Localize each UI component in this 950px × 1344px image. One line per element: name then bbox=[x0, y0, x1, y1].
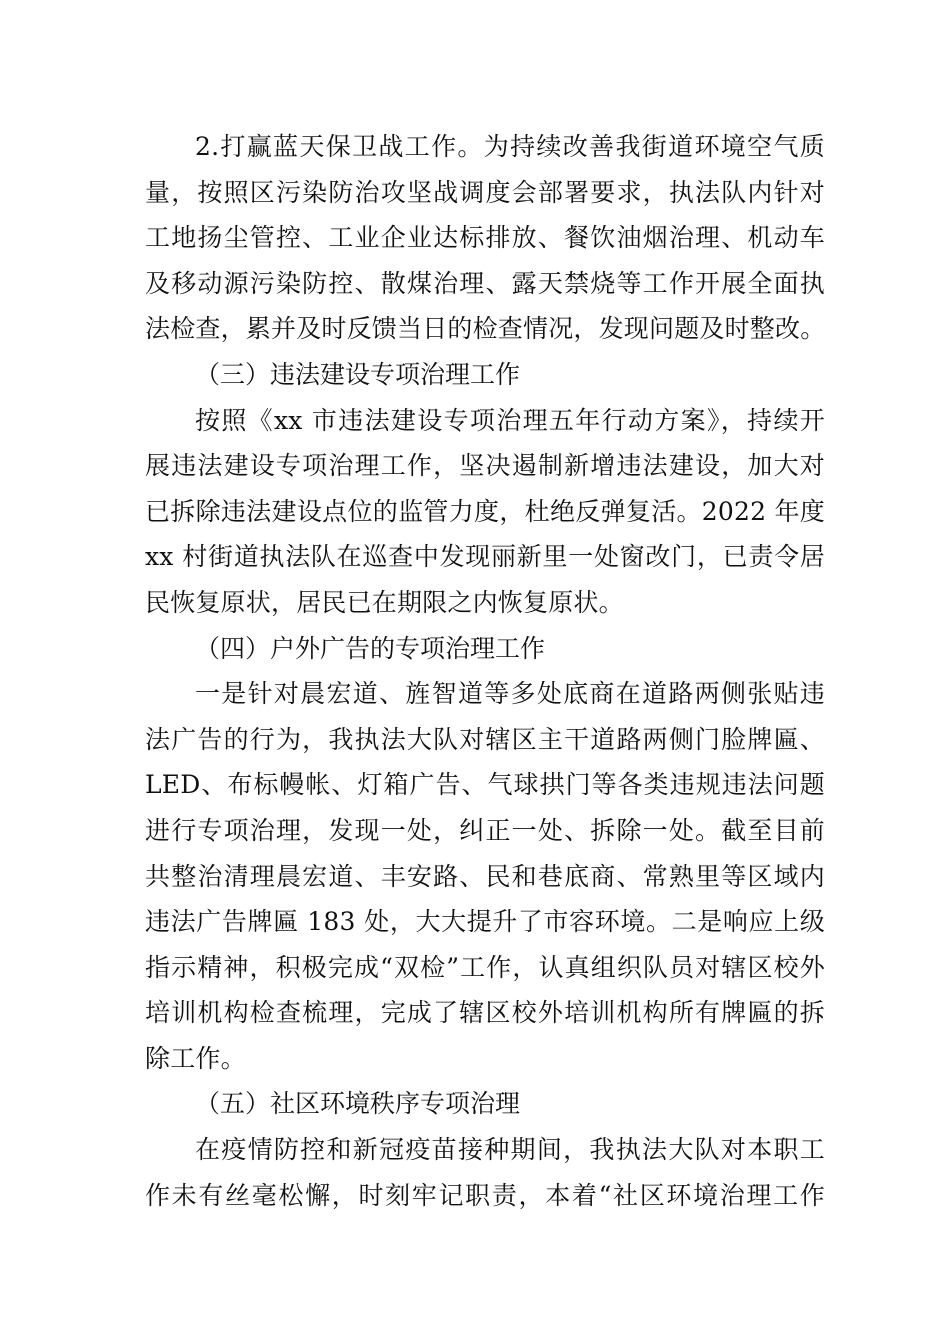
section-heading-3: （三）违法建设专项治理工作 bbox=[195, 359, 521, 389]
paragraph-1-line-2: 量，按照区污染防治攻坚战调度会部署要求，执法队内针对 bbox=[145, 177, 825, 207]
paragraph-2-line-5: 民恢复原状，居民已在期限之内恢复原状。 bbox=[145, 587, 624, 617]
paragraph-2-line-3: 已拆除违法建设点位的监管力度，杜绝反弹复活。2022 年度 bbox=[145, 496, 825, 526]
paragraph-3-line-2: 法广告的行为，我执法大队对辖区主干道路两侧门脸牌匾、 bbox=[145, 724, 825, 754]
paragraph-3-line-6: 违法广告牌匾 183 处，大大提升了市容环境。二是响应上级 bbox=[145, 907, 825, 937]
paragraph-1-line-3: 工地扬尘管控、工业企业达标排放、餐饮油烟治理、机动车 bbox=[145, 223, 825, 253]
paragraph-3-line-8: 培训机构检查梳理，完成了辖区校外培训机构所有牌匾的拆 bbox=[145, 998, 825, 1028]
paragraph-3-line-7: 指示精神，积极完成“双检”工作，认真组织队员对辖区校外 bbox=[145, 952, 825, 982]
paragraph-3-line-9: 除工作。 bbox=[145, 1043, 246, 1073]
paragraph-1-line-4: 及移动源污染防控、散煤治理、露天禁烧等工作开展全面执 bbox=[145, 268, 825, 298]
paragraph-3-line-1: 一是针对晨宏道、旌智道等多处底商在道路两侧张贴违 bbox=[195, 679, 825, 709]
paragraph-4-line-1: 在疫情防控和新冠疫苗接种期间，我执法大队对本职工 bbox=[195, 1135, 825, 1165]
paragraph-1-line-1: 2.打赢蓝天保卫战工作。为持续改善我街道环境空气质 bbox=[195, 132, 825, 161]
paragraph-1-line-5: 法检查，累并及时反馈当日的检查情况，发现问题及时整改。 bbox=[145, 314, 825, 344]
section-heading-5: （五）社区环境秩序专项治理 bbox=[195, 1089, 521, 1119]
document-body bbox=[145, 124, 825, 1218]
paragraph-2-line-4: xx 村街道执法队在巡查中发现丽新里一处窗改门，已责令居 bbox=[145, 542, 825, 572]
paragraph-3-line-4: 进行专项治理，发现一处，纠正一处、拆除一处。截至目前 bbox=[145, 815, 825, 845]
paragraph-2-line-2: 展违法建设专项治理工作，坚决遏制新增违法建设，加大对 bbox=[145, 451, 825, 481]
section-heading-4: （四）户外广告的专项治理工作 bbox=[195, 633, 546, 663]
paragraph-3-line-3: LED、布标幔帐、灯箱广告、气球拱门等各类违规违法问题 bbox=[145, 770, 825, 800]
paragraph-2-line-1: 按照《xx 市违法建设专项治理五年行动方案》，持续开 bbox=[195, 405, 825, 435]
paragraph-3-line-5: 共整治清理晨宏道、丰安路、民和巷底商、常熟里等区域内 bbox=[145, 861, 825, 891]
paragraph-4-line-2: 作未有丝毫松懈，时刻牢记职责，本着“社区环境治理工作 bbox=[145, 1180, 825, 1210]
